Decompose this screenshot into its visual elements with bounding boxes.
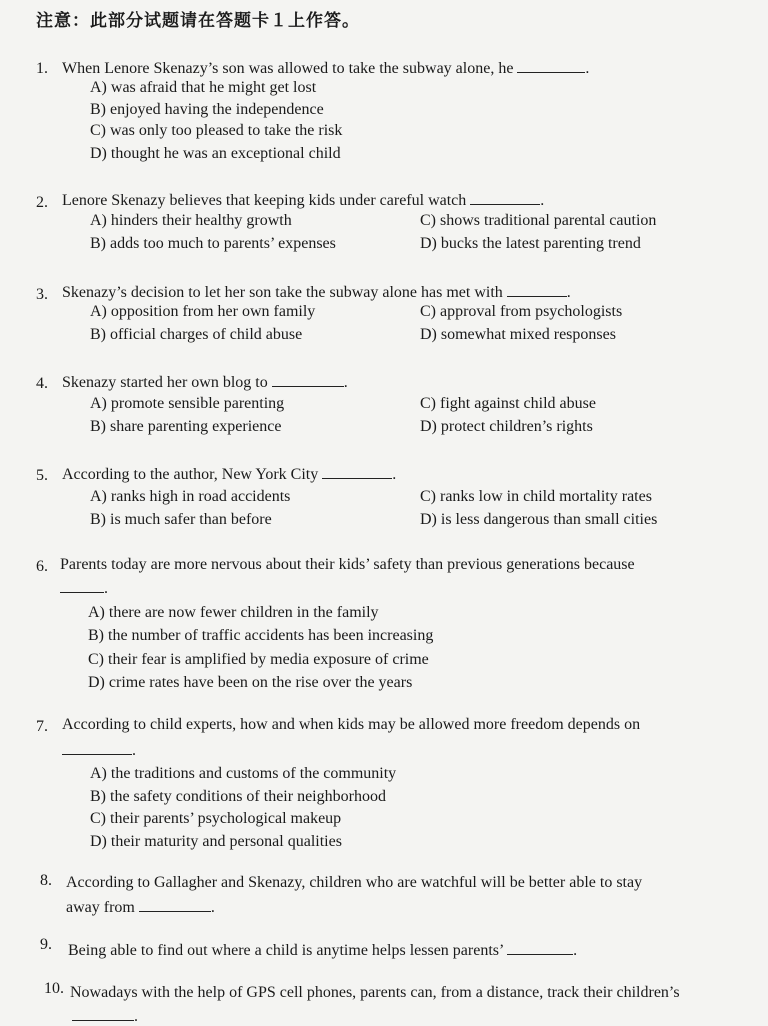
question-number: 9. <box>40 936 52 953</box>
question-stem: According to child experts, how and when kids may be allowed more freedom depends on <box>62 716 641 733</box>
question-number: 6. <box>36 558 48 575</box>
option-a: A) promote sensible parenting <box>90 395 285 412</box>
question-number: 4. <box>36 375 48 392</box>
option-a: A) opposition from her own family <box>90 303 316 320</box>
question-stem: Skenazy started her own blog to . <box>62 374 348 391</box>
option-a: A) ranks high in road accidents <box>90 488 291 505</box>
question-number: 3. <box>36 286 48 303</box>
option-c: C) their parents’ psychological makeup <box>90 810 342 827</box>
option-a: A) the traditions and customs of the community <box>90 765 397 782</box>
question-stem: Skenazy’s decision to let her son take the subway alone has met with . <box>62 284 571 301</box>
option-a: A) there are now fewer children in the family <box>88 604 379 621</box>
question-stem: When Lenore Skenazy’s son was allowed to take the subway alone, he . <box>62 60 590 77</box>
question-stem: Nowadays with the help of GPS cell phones, parents can, from a distance, track their children’s <box>70 984 680 1001</box>
option-c: C) ranks low in child mortality rates <box>420 488 652 505</box>
option-b: B) the number of traffic accidents has been increasing <box>88 627 434 644</box>
option-d: D) is less dangerous than small cities <box>420 511 658 528</box>
option-b: B) adds too much to parents’ expenses <box>90 235 336 252</box>
option-d: D) protect children’s rights <box>420 418 593 435</box>
option-a: A) was afraid that he might get lost <box>90 79 317 96</box>
question-number: 7. <box>36 718 48 735</box>
question-stem-blank: . <box>62 740 136 760</box>
option-c: C) shows traditional parental caution <box>420 212 657 229</box>
question-stem: According to Gallagher and Skenazy, children who are watchful will be better able to stay <box>66 874 643 891</box>
option-c: C) fight against child abuse <box>420 395 596 412</box>
option-d: D) thought he was an exceptional child <box>90 145 341 162</box>
option-c: C) their fear is amplified by media exposure of crime <box>88 651 429 668</box>
option-b: B) is much safer than before <box>90 511 272 528</box>
option-c: C) approval from psychologists <box>420 303 623 320</box>
option-b: B) the safety conditions of their neighborhood <box>90 788 386 805</box>
question-number: 1. <box>36 60 48 77</box>
option-c: C) was only too pleased to take the risk <box>90 122 343 139</box>
notice-heading: 注意：此部分试题请在答题卡１上作答。 <box>36 11 360 31</box>
option-a: A) hinders their healthy growth <box>90 212 292 229</box>
question-stem-blank: . <box>72 1006 138 1026</box>
option-d: D) somewhat mixed responses <box>420 326 616 343</box>
question-stem-cont: away from . <box>66 899 215 916</box>
option-d: D) their maturity and personal qualities <box>90 833 342 850</box>
question-number: 2. <box>36 194 48 211</box>
option-b: B) enjoyed having the independence <box>90 101 324 118</box>
option-b: B) share parenting experience <box>90 418 282 435</box>
question-stem: Parents today are more nervous about their kids’ safety than previous generations because <box>60 556 635 573</box>
question-number: 8. <box>40 872 52 889</box>
question-stem: Lenore Skenazy believes that keeping kids under careful watch . <box>62 192 545 209</box>
question-number: 10. <box>44 980 64 997</box>
question-stem: According to the author, New York City . <box>62 466 397 483</box>
question-stem: Being able to find out where a child is anytime helps lessen parents’ . <box>68 942 578 959</box>
option-d: D) crime rates have been on the rise over the years <box>88 674 413 691</box>
question-number: 5. <box>36 467 48 484</box>
option-d: D) bucks the latest parenting trend <box>420 235 641 252</box>
question-stem-blank: . <box>60 578 108 598</box>
option-b: B) official charges of child abuse <box>90 326 303 343</box>
